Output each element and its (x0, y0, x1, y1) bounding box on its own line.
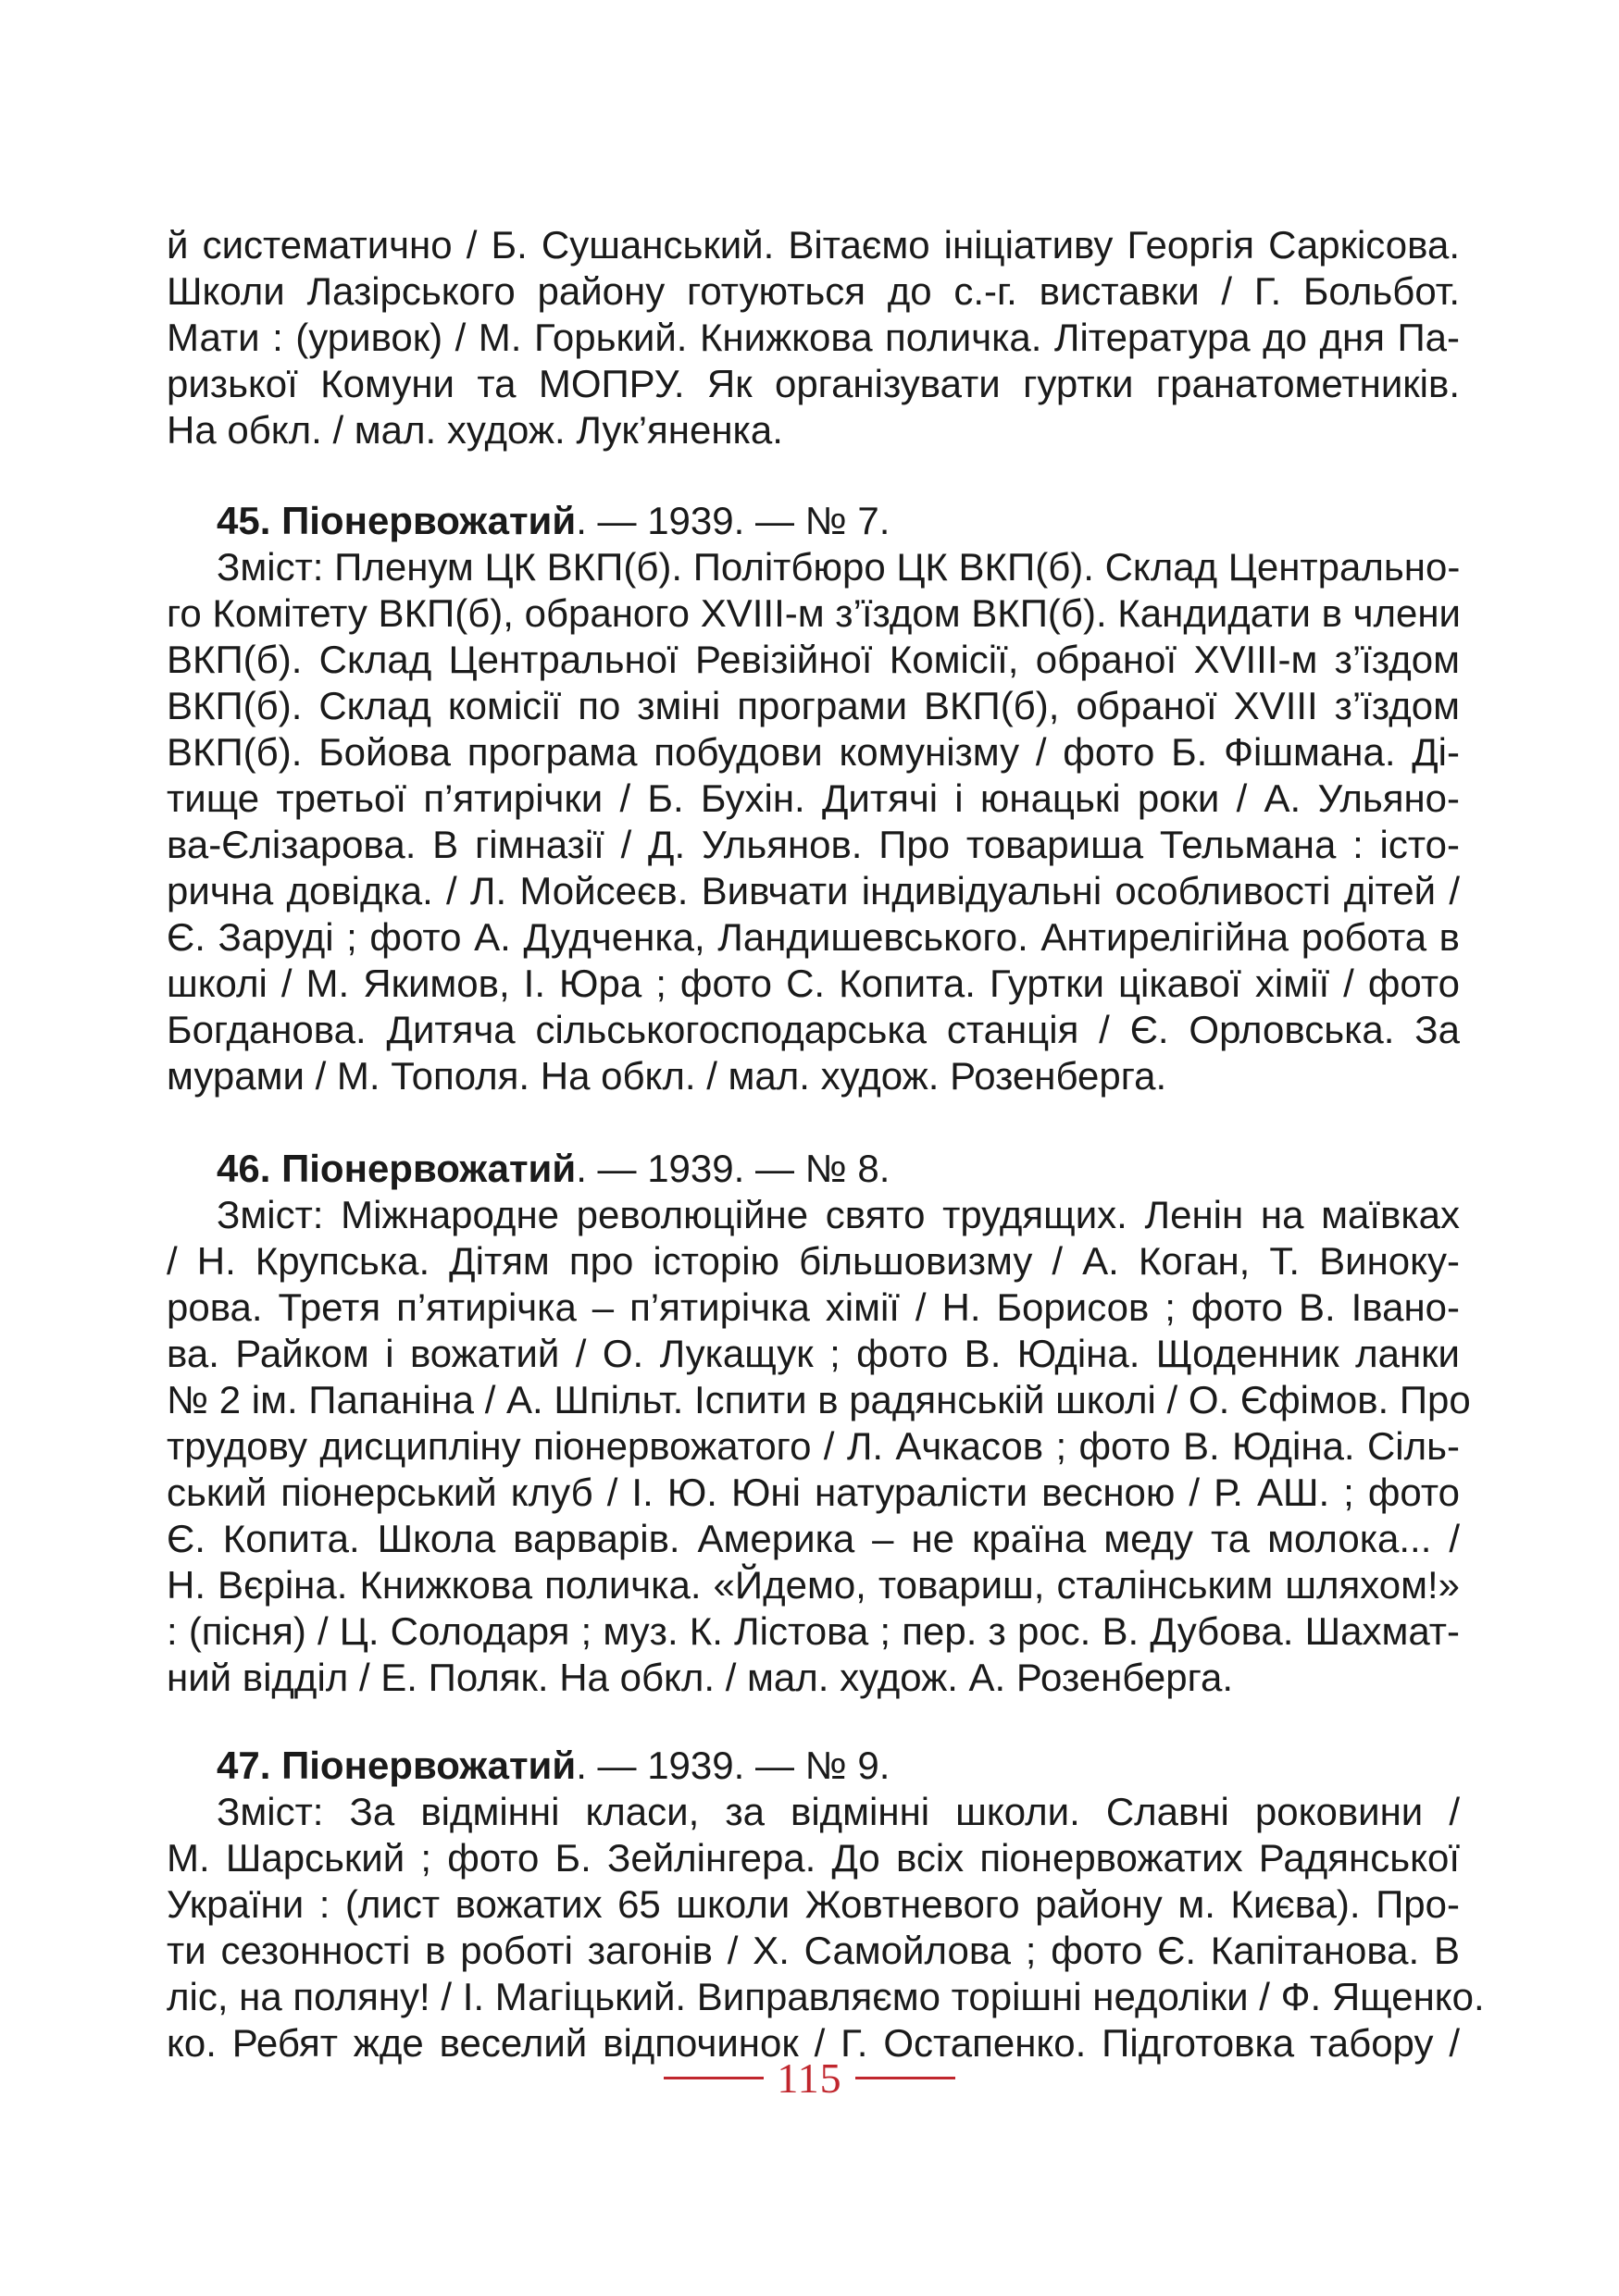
entry-line: ський піонерський клуб / І. Ю. Юні натуралісти весною / Р. АШ. ; фото (167, 1471, 1460, 1514)
page-number: 115 (777, 2054, 842, 2102)
entry-45 (167, 498, 1460, 1099)
footer-rule-left (664, 2077, 764, 2079)
entry-line: тище третьої п’ятирічки / Б. Бухін. Дитячі і юнацькі роки / А. Ульяно- (167, 776, 1460, 820)
entry-line: М. Шарський ; фото Б. Зейлінгера. До всіх піонервожатих Радянської (167, 1836, 1460, 1880)
entry-47 (167, 1743, 1485, 2066)
entry-line: № 2 ім. Папаніна / А. Шпільт. Іспити в радянській школі / О. Єфімов. Про (167, 1378, 1471, 1421)
entry-heading (167, 498, 1460, 544)
intro-line: й систематично / Б. Сушанський. Вітаємо ініціативу Георгія Саркісова. (167, 223, 1460, 267)
intro-line: Школи Лазірського району готуються до с.-г. виставки / Г. Больбот. (167, 269, 1460, 313)
entry-meta: . — 1939. — № 7. (576, 499, 890, 542)
entry-line: ВКП(б). Склад комісії по зміні програми ВКП(б), обраної XVIII з’їздом (167, 684, 1460, 727)
entry-heading (167, 1743, 1460, 1789)
entry-line: трудову дисципліну піонервожатого / Л. Ачкасов ; фото В. Юдіна. Сіль- (167, 1424, 1460, 1468)
entry-line: ва. Райком і вожатий / О. Лукащук ; фото В. Юдіна. Щоденник ланки (167, 1332, 1460, 1375)
entry-line: Є. Копита. Школа варварів. Америка – не країна меду та молока... / (167, 1517, 1460, 1560)
intro-line: Мати : (уривок) / М. Горький. Книжкова поличка. Література до дня Па- (167, 316, 1460, 359)
entry-line: ко. Ребят жде веселий відпочинок / Г. Остапенко. Підготовка табору / (167, 2021, 1460, 2065)
intro-line: На обкл. / мал. худож. Лук’яненка. (167, 408, 783, 452)
entry-line: Н. Вєріна. Книжкова поличка. «Йдемо, товариш, сталінським шляхом!» (167, 1563, 1460, 1607)
intro-line: ризької Комуни та МОПРУ. Як організувати гуртки гранатометників. (167, 362, 1460, 405)
entry-meta: . — 1939. — № 9. (576, 1744, 890, 1787)
entry-46 (167, 1146, 1471, 1701)
entry-title: Піонервожатий (281, 1147, 577, 1190)
entry-title: Піонервожатий (281, 1744, 577, 1787)
entry-meta: . — 1939. — № 8. (576, 1147, 890, 1190)
entry-line: ва-Єлізарова. В гімназії / Д. Ульянов. Про товариша Тельмана : істо- (167, 823, 1460, 866)
entry-line: рична довідка. / Л. Мойсеєв. Вивчати індивідуальні особливості дітей / (167, 869, 1460, 912)
entry-title: Піонервожатий (281, 499, 577, 542)
entry-line: рова. Третя п’ятирічка – п’ятирічка хімії / Н. Борисов ; фото В. Івано- (167, 1285, 1460, 1329)
entry-line: ний відділ / Е. Поляк. На обкл. / мал. худож. А. Розенберга. (167, 1656, 1234, 1699)
entry-number: 46. (217, 1147, 271, 1190)
entry-line: Зміст: За відмінні класи, за відмінні школи. Славні роковини / (217, 1790, 1460, 1833)
entry-line: ти сезонності в роботі загонів / Х. Самойлова ; фото Є. Капітанова. В (167, 1929, 1460, 1972)
entry-line: мурами / М. Тополя. На обкл. / мал. худож. Розенберга. (167, 1054, 1167, 1098)
entry-line: ВКП(б). Бойова програма побудови комунізму / фото Б. Фішмана. Ді- (167, 730, 1460, 774)
entry-line: ВКП(б). Склад Центральної Ревізійної Комісії, обраної XVIII-м з’їздом (167, 638, 1460, 681)
entry-number: 45. (217, 499, 271, 542)
entry-line: Богданова. Дитяча сільськогосподарська станція / Є. Орловська. За (167, 1008, 1460, 1051)
footer-rule-right (855, 2077, 955, 2079)
entry-line: школі / М. Якимов, І. Юра ; фото С. Копита. Гуртки цікавої хімії / фото (167, 962, 1460, 1005)
entry-line: го Комітету ВКП(б), обраного XVIII-м з’їздом ВКП(б). Кандидати в члени (167, 591, 1461, 635)
entry-line: ліс, на поляну! / І. Магіцький. Виправляємо торішні недоліки / Ф. Ященко. (167, 1975, 1485, 2018)
entry-line: : (пісня) / Ц. Солодаря ; муз. К. Лістова ; пер. з рос. В. Дубова. Шахмат- (167, 1609, 1460, 1653)
entry-number: 47. (217, 1744, 271, 1787)
intro-paragraph (167, 222, 1460, 453)
entry-line: Є. Заруді ; фото А. Дудченка, Ландишевського. Антирелігійна робота в (167, 915, 1460, 959)
entry-line: Зміст: Міжнародне революційне свято трудящих. Ленін на маївках (217, 1193, 1460, 1236)
entry-line: Зміст: Пленум ЦК ВКП(б). Політбюро ЦК ВКП(б). Склад Центрально- (217, 545, 1461, 589)
entry-heading (167, 1146, 1460, 1192)
entry-line: України : (лист вожатих 65 школи Жовтневого району м. Києва). Про- (167, 1882, 1460, 1926)
page-footer (0, 2045, 1619, 2110)
entry-line: / Н. Крупська. Дітям про історію більшовизму / А. Коган, Т. Виноку- (167, 1239, 1460, 1283)
